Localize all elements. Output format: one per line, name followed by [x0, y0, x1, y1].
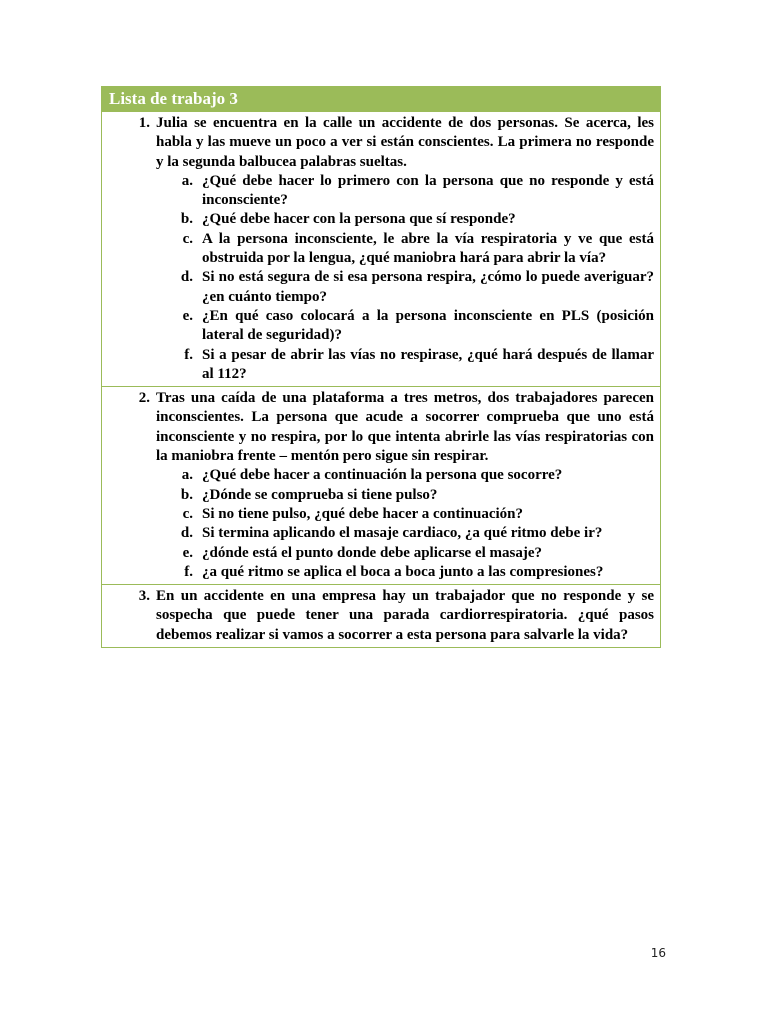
- question: [108, 389, 654, 582]
- worklist-table: [101, 86, 661, 648]
- sub-question-letter: c.: [182, 230, 193, 247]
- question-text: En un accidente en una empresa hay un trabajador que no responde y se sospecha que puede tener una parada cardiorrespiratoria. ¿qué pasos debemos realizar si vamos a socorrer a esta persona para salvarle la vida?: [156, 588, 654, 643]
- question: [108, 587, 654, 645]
- sub-question-text: A la persona inconsciente, le abre la vía respiratoria y ve que está obstruida por la lengua, ¿qué maniobra hará para abrir la vía?: [202, 230, 654, 267]
- question-body: [156, 389, 654, 582]
- sub-question: [156, 466, 654, 485]
- sub-question-text: Si a pesar de abrir las vías no respirase, ¿qué hará después de llamar al 112?: [202, 346, 654, 382]
- question-number: 2.: [138, 390, 150, 407]
- sub-question-letter: a.: [181, 467, 193, 484]
- question-body: [156, 114, 654, 384]
- question: [108, 114, 654, 384]
- sub-question-text: Si no tiene pulso, ¿qué debe hacer a continuación?: [202, 505, 524, 522]
- question-row: [102, 584, 660, 647]
- sub-question-text: Si no está segura de si esa persona respira, ¿cómo lo puede averiguar? ¿en cuánto tiempo?: [202, 269, 654, 305]
- sub-question: [156, 505, 654, 524]
- page-number: 16: [650, 946, 666, 960]
- question-row: [102, 386, 660, 584]
- sub-question-letter: e.: [182, 307, 193, 324]
- sub-question-text: ¿Dónde se comprueba si tiene pulso?: [202, 486, 438, 503]
- sub-question-text: ¿En qué caso colocará a la persona inconsciente en PLS (posición lateral de seguridad)?: [202, 307, 654, 344]
- sub-question-letter: e.: [182, 544, 193, 561]
- question-text: Tras una caída de una plataforma a tres metros, dos trabajadores parecen inconscientes. La persona que acude a socorrer comprueba que uno está inconsciente y no respira, por lo que intenta abrirle las vías respiratorias con la maniobra frente – mentón pero sigue sin respirar.: [156, 390, 654, 465]
- sub-question-text: ¿Qué debe hacer lo primero con la persona que no responde y está inconsciente?: [202, 172, 654, 209]
- question-number: 1.: [138, 115, 150, 131]
- sub-question-text: ¿a qué ritmo se aplica el boca a boca junto a las compresiones?: [202, 563, 604, 580]
- sub-question-letter: a.: [181, 172, 193, 189]
- sub-question: [156, 268, 654, 307]
- sub-question: [156, 544, 654, 563]
- sub-question-letter: b.: [180, 211, 193, 228]
- sub-question-letter: b.: [180, 486, 193, 503]
- worklist-title: Lista de trabajo 3: [102, 87, 660, 111]
- sub-question-text: ¿dónde está el punto donde debe aplicarse el masaje?: [202, 544, 543, 561]
- sub-question-list: [156, 466, 654, 582]
- sub-question: [156, 563, 654, 582]
- sub-question-text: ¿Qué debe hacer con la persona que sí responde?: [202, 211, 516, 228]
- sub-question-text: ¿Qué debe hacer a continuación la persona que socorre?: [202, 467, 563, 484]
- sub-question-letter: c.: [182, 505, 193, 522]
- sub-question: [156, 230, 654, 269]
- sub-question: [156, 210, 654, 229]
- sub-question: [156, 307, 654, 346]
- sub-question: [156, 486, 654, 505]
- question-text: Julia se encuentra en la calle un accidente de dos personas. Se acerca, les habla y las mueve un poco a ver si están conscientes. La primera no responde y la segunda balbucea palabras sueltas.: [156, 115, 654, 170]
- sub-question-list: [156, 172, 654, 384]
- sub-question: [156, 346, 654, 385]
- sub-question-letter: d.: [180, 525, 193, 542]
- sub-question: [156, 172, 654, 211]
- sub-question-text: Si termina aplicando el masaje cardiaco, ¿a qué ritmo debe ir?: [202, 525, 603, 542]
- question-number: 3.: [138, 588, 150, 605]
- sub-question-letter: d.: [180, 269, 193, 286]
- sub-question-letter: f.: [184, 563, 193, 580]
- sub-question-letter: f.: [184, 346, 193, 363]
- sub-question: [156, 524, 654, 543]
- question-body: [156, 587, 654, 645]
- question-row: [102, 111, 660, 386]
